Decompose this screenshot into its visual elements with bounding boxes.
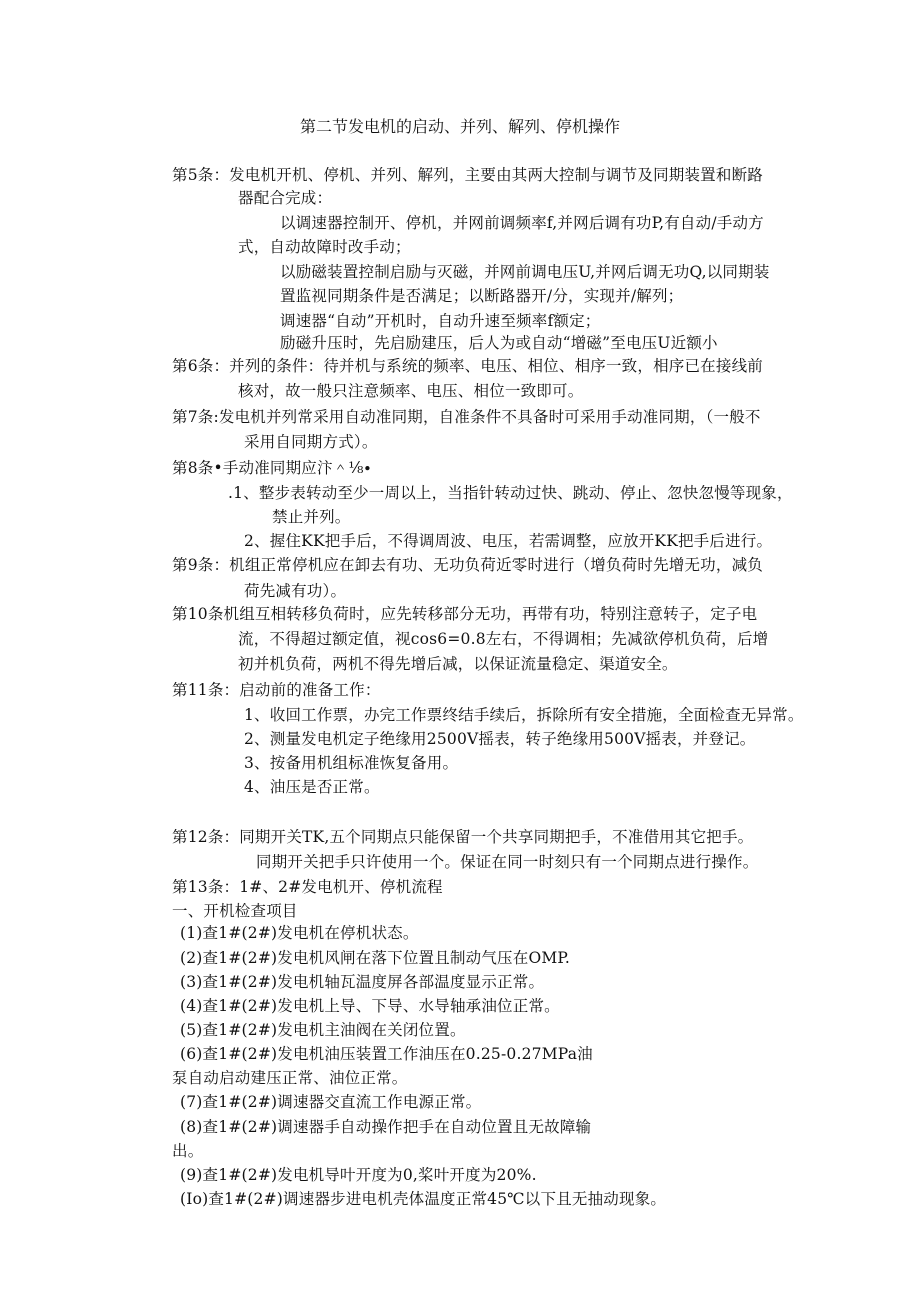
text-line: 第6条：并列的条件：待并机与系统的频率、电压、相位、相序一致，相序已在接线前 [172,357,763,375]
text-line: 以励磁装置控制启励与灭磁，并网前调电压U,并网后调无功Q,以同期装 [280,263,770,281]
text-line: 调速器“自动”开机时，自动升速至频率f额定； [280,312,601,330]
text-line: (9)查1#(2#)发电机导叶开度为0,桨叶开度为20%. [180,1166,537,1184]
text-line: 第13条：1#、2#发电机开、停机流程 [172,878,443,896]
text-line: 励磁升压时，先启励建压，后人为或自动“增磁”至电压U近额小 [280,334,718,352]
text-line: 第10条机组互相转移负荷时，应先转移部分无功，再带有功，特别注意转子，定子电 [172,605,758,623]
text-line: (4)查1#(2#)发电机上导、下导、水导轴承油位正常。 [180,997,560,1015]
text-line: 1、收回工作票，办完工作票终结手续后，拆除所有安全措施，全面检查无异常。 [244,706,804,724]
text-line: (1)查1#(2#)发电机在停机状态。 [180,924,419,942]
text-line: 第5条：发电机开机、停机、并列、解列，主要由其两大控制与调节及同期装置和断路 [172,166,763,184]
text-line: 3、按备用机组标准恢复备用。 [244,754,459,772]
text-line: 第7条:发电机并列常采用自动准同期，自准条件不具备时可采用手动准同期，（一般不 [172,408,761,426]
text-line: 流，不得超过额定值，视cos6=0.8左右，不得调相；先减欲停机负荷，后增 [238,630,769,648]
text-line: 以调速器控制开、停机，并网前调频率f,并网后调有功P,有自动/手动方 [280,214,764,232]
text-line: 2、握住KK把手后，不得调周波、电压，若需调整，应放开KK把手后进行。 [244,532,773,550]
text-line: (Io)查1#(2#)调速器步进电机壳体温度正常45℃以下且无抽动现象。 [180,1190,667,1208]
text-line: 4、油压是否正常。 [244,778,380,796]
text-line: 采用自同期方式）。 [244,433,378,451]
text-line: 式，自动故障时改手动； [238,238,411,256]
text-line: 第8条•手动准同期应汴＾⅛∙ [172,459,372,477]
text-line: (3)查1#(2#)发电机轴瓦温度屏各部温度显示正常。 [180,973,545,991]
text-line: 同期开关把手只许使用一个。保证在同一时刻只有一个同期点进行操作。 [256,853,759,871]
text-line: (5)查1#(2#)发电机主油阀在关闭位置。 [180,1021,466,1039]
text-line: 器配合完成： [238,189,333,207]
page-title: 第二节发电机的启动、并列、解列、停机操作 [300,117,621,136]
text-line: 泵自动启动建压正常、油位正常。 [172,1069,408,1087]
text-line: 核对，故一般只注意频率、电压、相位一致即可。 [238,382,584,400]
text-line: 第12条：同期开关TK,五个同期点只能保留一个共享同期把手，不准借用其它把手。 [172,828,754,846]
text-line: 一、开机检查项目 [172,902,298,920]
text-line: 第9条：机组正常停机应在卸去有功、无功负荷近零时进行（增负荷时先增无功，减负 [172,556,763,574]
text-line: 出。 [172,1142,204,1160]
text-line: 第11条：启动前的准备工作： [172,681,381,699]
text-line: (8)查1#(2#)调速器手自动操作把手在自动位置且无故障输 [180,1118,592,1136]
text-line: (7)查1#(2#)调速器交直流工作电源正常。 [180,1093,482,1111]
text-line: (2)查1#(2#)发电机风闸在落下位置且制动气压在OMP. [180,949,571,967]
text-line: (6)查1#(2#)发电机油压装置工作油压在0.25-0.27MPa油 [180,1045,593,1063]
text-line: 荷先减有功）。 [244,582,347,600]
text-line: 2、测量发电机定子绝缘用2500V摇表，转子绝缘用500V摇表，并登记。 [244,730,756,748]
text-line: .1、整步表转动至少一周以上，当指针转动过快、跳动、停止、忽快忽慢等现象， [228,484,793,502]
text-line: 禁止并列。 [272,508,351,526]
text-line: 置监视同期条件是否满足；以断路器开/分，实现并/解列； [280,287,684,305]
text-line: 初并机负荷，两机不得先增后减，以保证流量稳定、渠道安全。 [238,655,678,673]
